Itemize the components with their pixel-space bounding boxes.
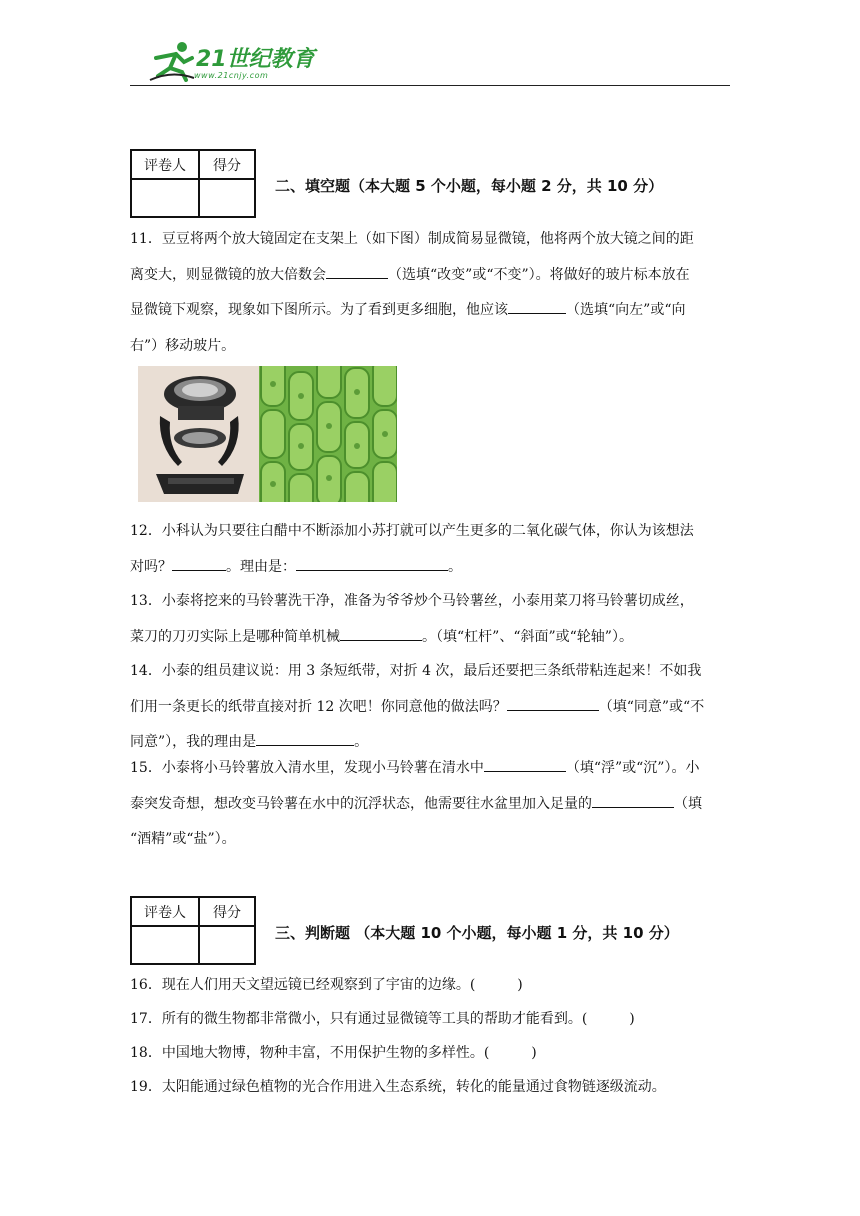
score-cell[interactable]	[199, 179, 255, 217]
q14-blank-2[interactable]	[256, 731, 354, 746]
section2-title: 二、填空题（本大题 5 个小题，每小题 2 分，共 10 分）	[275, 177, 664, 195]
judgment-questions	[130, 968, 736, 1104]
q18-answer[interactable]	[489, 1043, 531, 1057]
question-12: 12．小科认为只要往白醋中不断添加小苏打就可以产生更多的二氧化碳气体，你认为该想法 对吗？ 。理由是： 。	[130, 523, 694, 575]
q11-blank-1[interactable]	[326, 264, 388, 279]
runner-logo-icon	[148, 40, 196, 82]
grader-cell[interactable]	[131, 179, 199, 217]
question-15: 15．小泰将小马铃薯放入清水里，发现小马铃薯在清水中 （填“浮”或“沉”）。小 泰突发奇想，想改变马铃薯在水中的沉浮状态，他需要往水盆里加入足量的 （填 “酒精”或“盐”）。	[130, 751, 736, 858]
section3-title: 三、判断题 （本大题 10 个小题，每小题 1 分，共 10 分）	[275, 924, 679, 942]
score-label: 得分	[199, 897, 255, 926]
question-16: 16．现在人们用天文望远镜已经观察到了宇宙的边缘。( )	[130, 977, 523, 993]
score-cell[interactable]	[199, 926, 255, 964]
site-logo	[148, 38, 318, 88]
grader-label: 评卷人	[131, 897, 199, 926]
magnifier-microscope-photo	[138, 366, 259, 502]
score-label: 得分	[199, 150, 255, 179]
q12-blank-2[interactable]	[296, 556, 448, 571]
q14-blank-1[interactable]	[507, 696, 599, 711]
q12-blank-1[interactable]	[172, 556, 226, 571]
question-17: 17．所有的微生物都非常微小，只有通过显微镜等工具的帮助才能看到。( )	[130, 1011, 635, 1027]
q17-answer[interactable]	[587, 1009, 629, 1023]
q11-blank-2[interactable]	[508, 299, 566, 314]
grader-table-section3	[130, 896, 256, 965]
question-11: 11．豆豆将两个放大镜固定在支架上（如下图）制成简易显微镜，他将两个放大镜之间的距 离变大，则显微镜的放大倍数会 （选填“改变”或“不变”）。将做好的玻片标本放在 显微镜下观察，现象如下图所示。为了看到更多细胞，他应该 （选填“向左”或“向 右”）移动玻片。	[130, 222, 736, 364]
question-14: 14．小泰的组员建议说：用 3 条短纸带，对折 4 次，最后还要把三条纸带粘连起来！不如我 们用一条更长的纸带直接对折 12 次吧！你同意他的做法吗？ （填“同意”或“不 同意”），我的理由是 。	[130, 663, 705, 750]
q15-blank-2[interactable]	[592, 793, 674, 808]
q16-answer[interactable]	[475, 975, 517, 989]
question-18: 18．中国地大物博，物种丰富，不用保护生物的多样性。( )	[130, 1045, 537, 1061]
grader-cell[interactable]	[131, 926, 199, 964]
question-13: 13．小泰将挖来的马铃薯洗干净，准备为爷爷炒个马铃薯丝，小泰用菜刀将马铃薯切成丝， 菜刀的刀刃实际上是哪种简单机械 。（填“杠杆”、“斜面”或“轮轴”）。	[130, 593, 694, 645]
logo-text: 21世纪教育	[196, 47, 315, 72]
q15-blank-1[interactable]	[484, 757, 566, 772]
grader-table-section2	[130, 149, 256, 218]
header-divider	[130, 85, 730, 86]
question-19: 19．太阳能通过绿色植物的光合作用进入生态系统，转化的能量通过食物链逐级流动。	[130, 1079, 666, 1095]
logo-url: www.21cnjy.com	[194, 71, 269, 80]
grader-label: 评卷人	[131, 150, 199, 179]
q11-line1: 11．豆豆将两个放大镜固定在支架上（如下图）制成简易显微镜，他将两个放大镜之间的距	[130, 231, 694, 247]
q13-blank[interactable]	[340, 626, 422, 641]
plant-cells-photo	[259, 366, 397, 502]
